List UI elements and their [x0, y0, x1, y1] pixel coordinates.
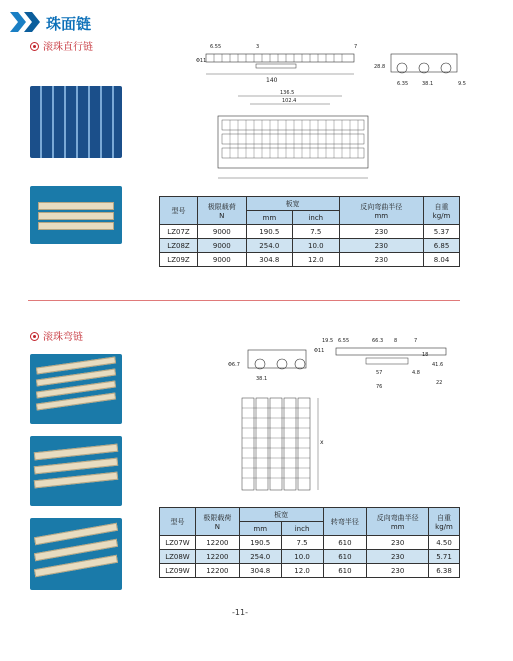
table-row: LZ07Z 9000 190.5 7.5 230 5.37: [160, 225, 460, 239]
svg-text:Φ11: Φ11: [196, 58, 207, 64]
section-heading-straight: [30, 38, 93, 53]
svg-text:6.35: 6.35: [397, 81, 409, 87]
page-title: 珠面链: [46, 15, 92, 33]
svg-text:9.5: 9.5: [458, 81, 466, 87]
table-row: LZ09W 12200 304.8 12.0 610 230 6.38: [160, 564, 460, 578]
col-load: 极限载荷 N: [195, 508, 239, 536]
table-row: LZ09Z 9000 304.8 12.0 230 8.04: [160, 253, 460, 267]
section-title: 滚珠弯链: [43, 332, 83, 343]
col-width-inch: inch: [293, 211, 339, 225]
curved-chain-spec-table: [159, 507, 460, 578]
col-model: 型号: [160, 197, 198, 225]
svg-text:18: 18: [422, 352, 429, 358]
col-width-inch: inch: [281, 522, 323, 536]
svg-text:22: 22: [436, 380, 443, 386]
col-model: 型号: [160, 508, 196, 536]
chain-photo-curved-3: [30, 518, 122, 590]
svg-text:Φ11: Φ11: [314, 348, 325, 354]
svg-text:4.8: 4.8: [412, 370, 420, 376]
svg-text:19.5: 19.5: [322, 338, 334, 344]
col-reverse-radius: 反向弯曲半径 mm: [367, 508, 429, 536]
svg-text:66.3: 66.3: [372, 338, 384, 344]
curved-chain-plan-drawing: [236, 392, 332, 496]
section-title: 滚珠直行链: [43, 42, 93, 53]
bullet-icon: [30, 332, 39, 341]
svg-text:Φ6.7: Φ6.7: [228, 362, 240, 368]
col-reverse-radius: 反向弯曲半径 mm: [339, 197, 424, 225]
col-weight: 自重 kg/m: [424, 197, 460, 225]
chain-photo-straight-bottom: [30, 186, 122, 244]
col-width-mm: mm: [239, 522, 281, 536]
straight-chain-plan-drawing: [210, 86, 380, 190]
svg-text:136.5: 136.5: [280, 90, 295, 96]
chain-photo-curved-1: [30, 354, 122, 424]
svg-text:76: 76: [376, 384, 383, 390]
svg-text:140: 140: [266, 77, 278, 84]
straight-chain-spec-table: [159, 196, 460, 267]
bullet-icon: [30, 42, 39, 51]
chain-photo-curved-2: [30, 436, 122, 506]
section-heading-curved: [30, 328, 83, 343]
table-row: LZ08W 12200 254.0 10.0 610 230 5.71: [160, 550, 460, 564]
svg-text:102.4: 102.4: [282, 98, 297, 104]
col-load: 极限载荷 N: [198, 197, 247, 225]
col-width: 板宽: [239, 508, 323, 522]
svg-text:6.55: 6.55: [210, 44, 222, 50]
col-weight: 自重 kg/m: [429, 508, 460, 536]
svg-text:28.8: 28.8: [374, 64, 386, 70]
curved-chain-side-drawing: [226, 330, 462, 396]
svg-text:7: 7: [414, 338, 418, 344]
svg-text:57: 57: [376, 370, 383, 376]
svg-text:8: 8: [394, 338, 398, 344]
chain-photo-straight-top: [30, 86, 122, 158]
svg-text:3: 3: [256, 44, 260, 50]
double-chevron-icon: [10, 12, 44, 32]
page-number: -11-: [232, 608, 248, 617]
svg-text:38.1: 38.1: [256, 376, 268, 382]
svg-text:38.1: 38.1: [422, 81, 434, 87]
svg-text:7: 7: [354, 44, 358, 50]
col-width: 板宽: [246, 197, 339, 211]
col-turn-radius: 转弯半径: [323, 508, 367, 536]
col-width-mm: mm: [246, 211, 292, 225]
table-row: LZ07W 12200 190.5 7.5 610 230 4.50: [160, 536, 460, 550]
section-divider: [28, 300, 460, 301]
svg-text:x: x: [320, 439, 324, 446]
table-row: LZ08Z 9000 254.0 10.0 230 6.85: [160, 239, 460, 253]
svg-text:6.55: 6.55: [338, 338, 350, 344]
svg-text:41.6: 41.6: [432, 362, 444, 368]
